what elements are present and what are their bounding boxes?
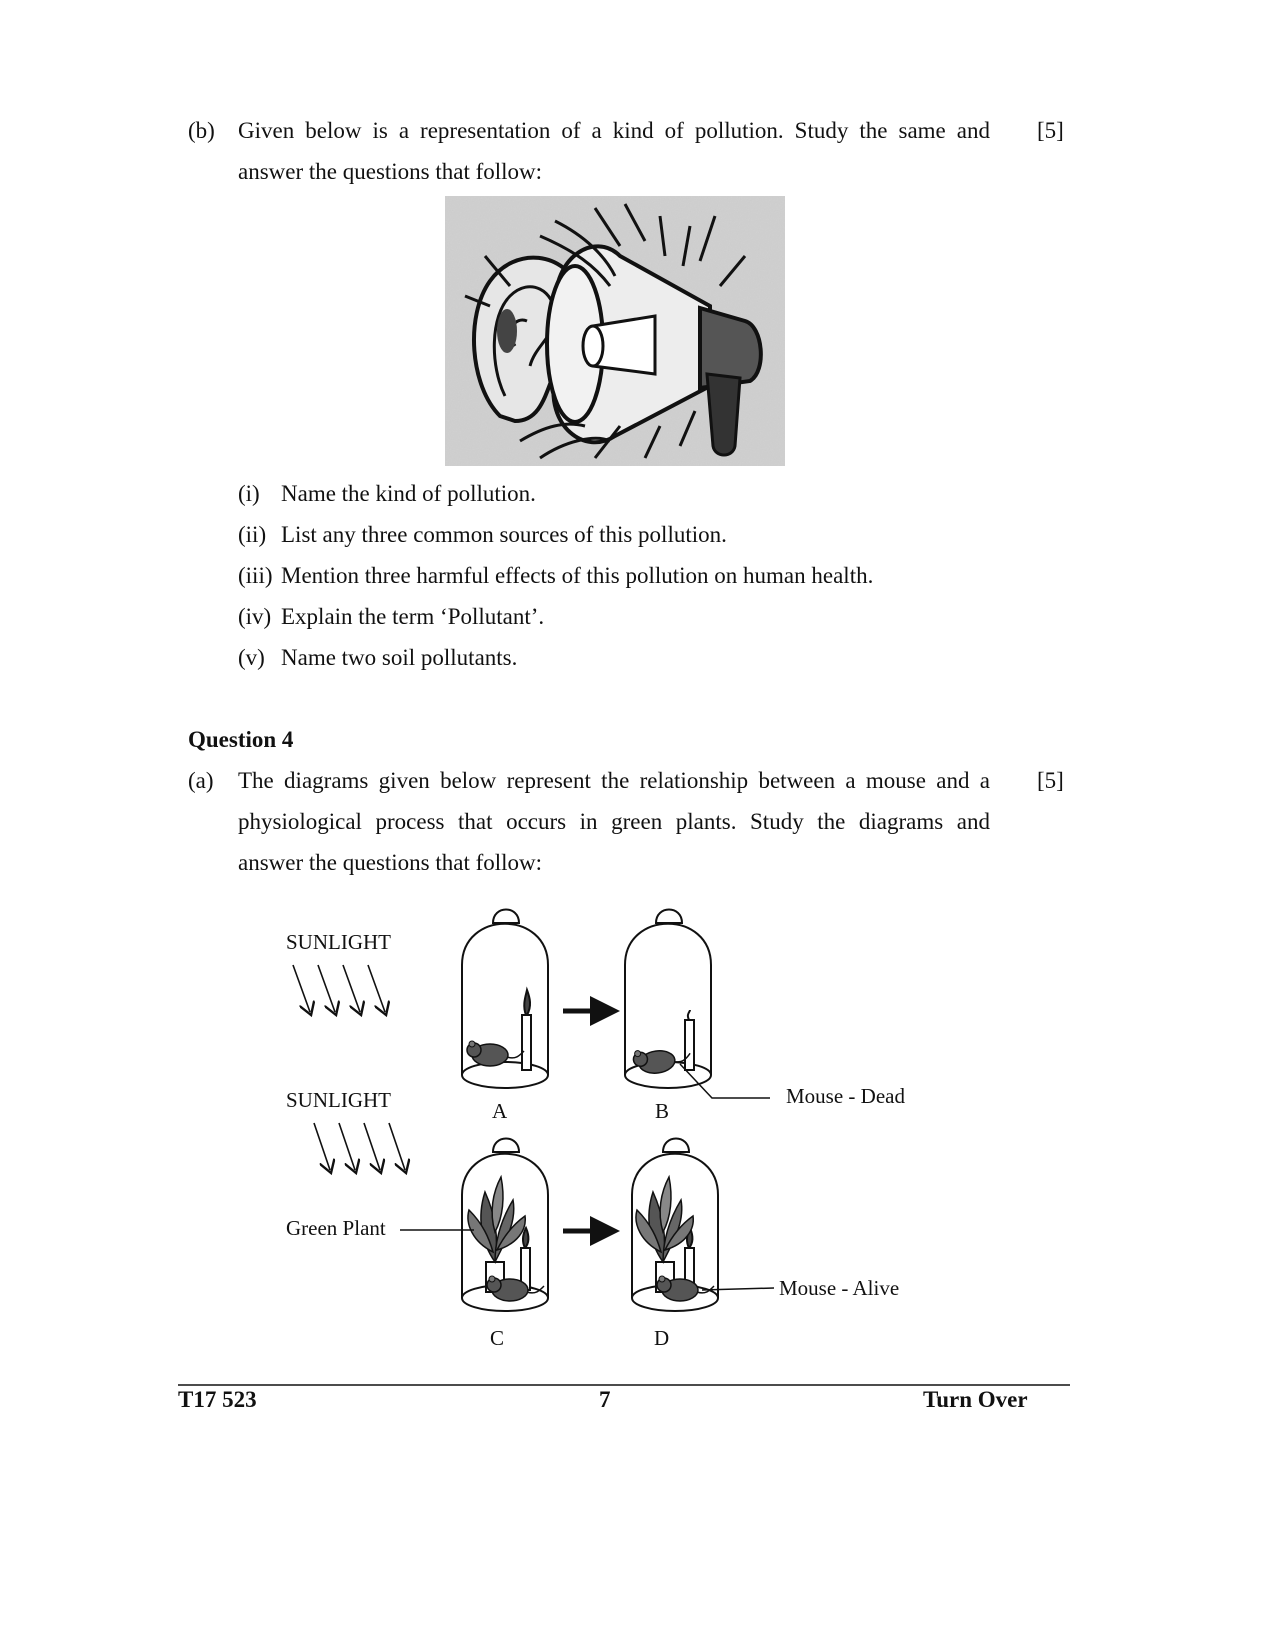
sunlight-label-top: SUNLIGHT [286, 930, 391, 954]
part-a-line-3: answer the questions that follow: [238, 850, 543, 875]
jar-label-a: A [492, 1099, 508, 1123]
question-b-iii-text: Mention three harmful effects of this pollution on human health. [281, 563, 874, 588]
mouse-alive-label: Mouse - Alive [779, 1276, 900, 1300]
question-b-iii-number: (iii) [238, 563, 273, 588]
question-b-ii-text: List any three common sources of this pollution. [281, 522, 727, 547]
page-number: 7 [599, 1387, 611, 1412]
part-b-marks: [5] [1037, 118, 1064, 143]
question-b-i-text: Name the kind of pollution. [281, 481, 536, 506]
part-b-line-2: answer the questions that follow: [238, 159, 543, 184]
question-b-v-text: Name two soil pollutants. [281, 645, 518, 670]
green-plant-label: Green Plant [286, 1216, 386, 1240]
question-b-v-number: (v) [238, 645, 265, 670]
part-a-line-2: physiological process that occurs in green plants. Study the diagrams and [238, 809, 990, 834]
turn-over-text: Turn Over [923, 1387, 1028, 1412]
part-a-line-1: The diagrams given below represent the relationship between a mouse and a [238, 768, 990, 793]
question-b-iv-text: Explain the term ‘Pollutant’. [281, 604, 545, 629]
mouse-dead-label: Mouse - Dead [786, 1084, 905, 1108]
part-a-marks: [5] [1037, 768, 1064, 793]
sunlight-label-bottom: SUNLIGHT [286, 1088, 391, 1112]
question-b-i-number: (i) [238, 481, 260, 506]
question-4-heading: Question 4 [188, 727, 294, 752]
part-b-line-1: Given below is a representation of a kind of pollution. Study the same and [238, 118, 990, 143]
question-b-iv-number: (iv) [238, 604, 272, 629]
question-b-ii-number: (ii) [238, 522, 267, 547]
jar-label-d: D [654, 1326, 670, 1350]
jar-label-c: C [490, 1326, 505, 1350]
part-a-label: (a) [188, 768, 214, 793]
exam-code: T17 523 [178, 1387, 257, 1412]
jar-label-b: B [655, 1099, 670, 1123]
part-b-label: (b) [188, 118, 215, 143]
